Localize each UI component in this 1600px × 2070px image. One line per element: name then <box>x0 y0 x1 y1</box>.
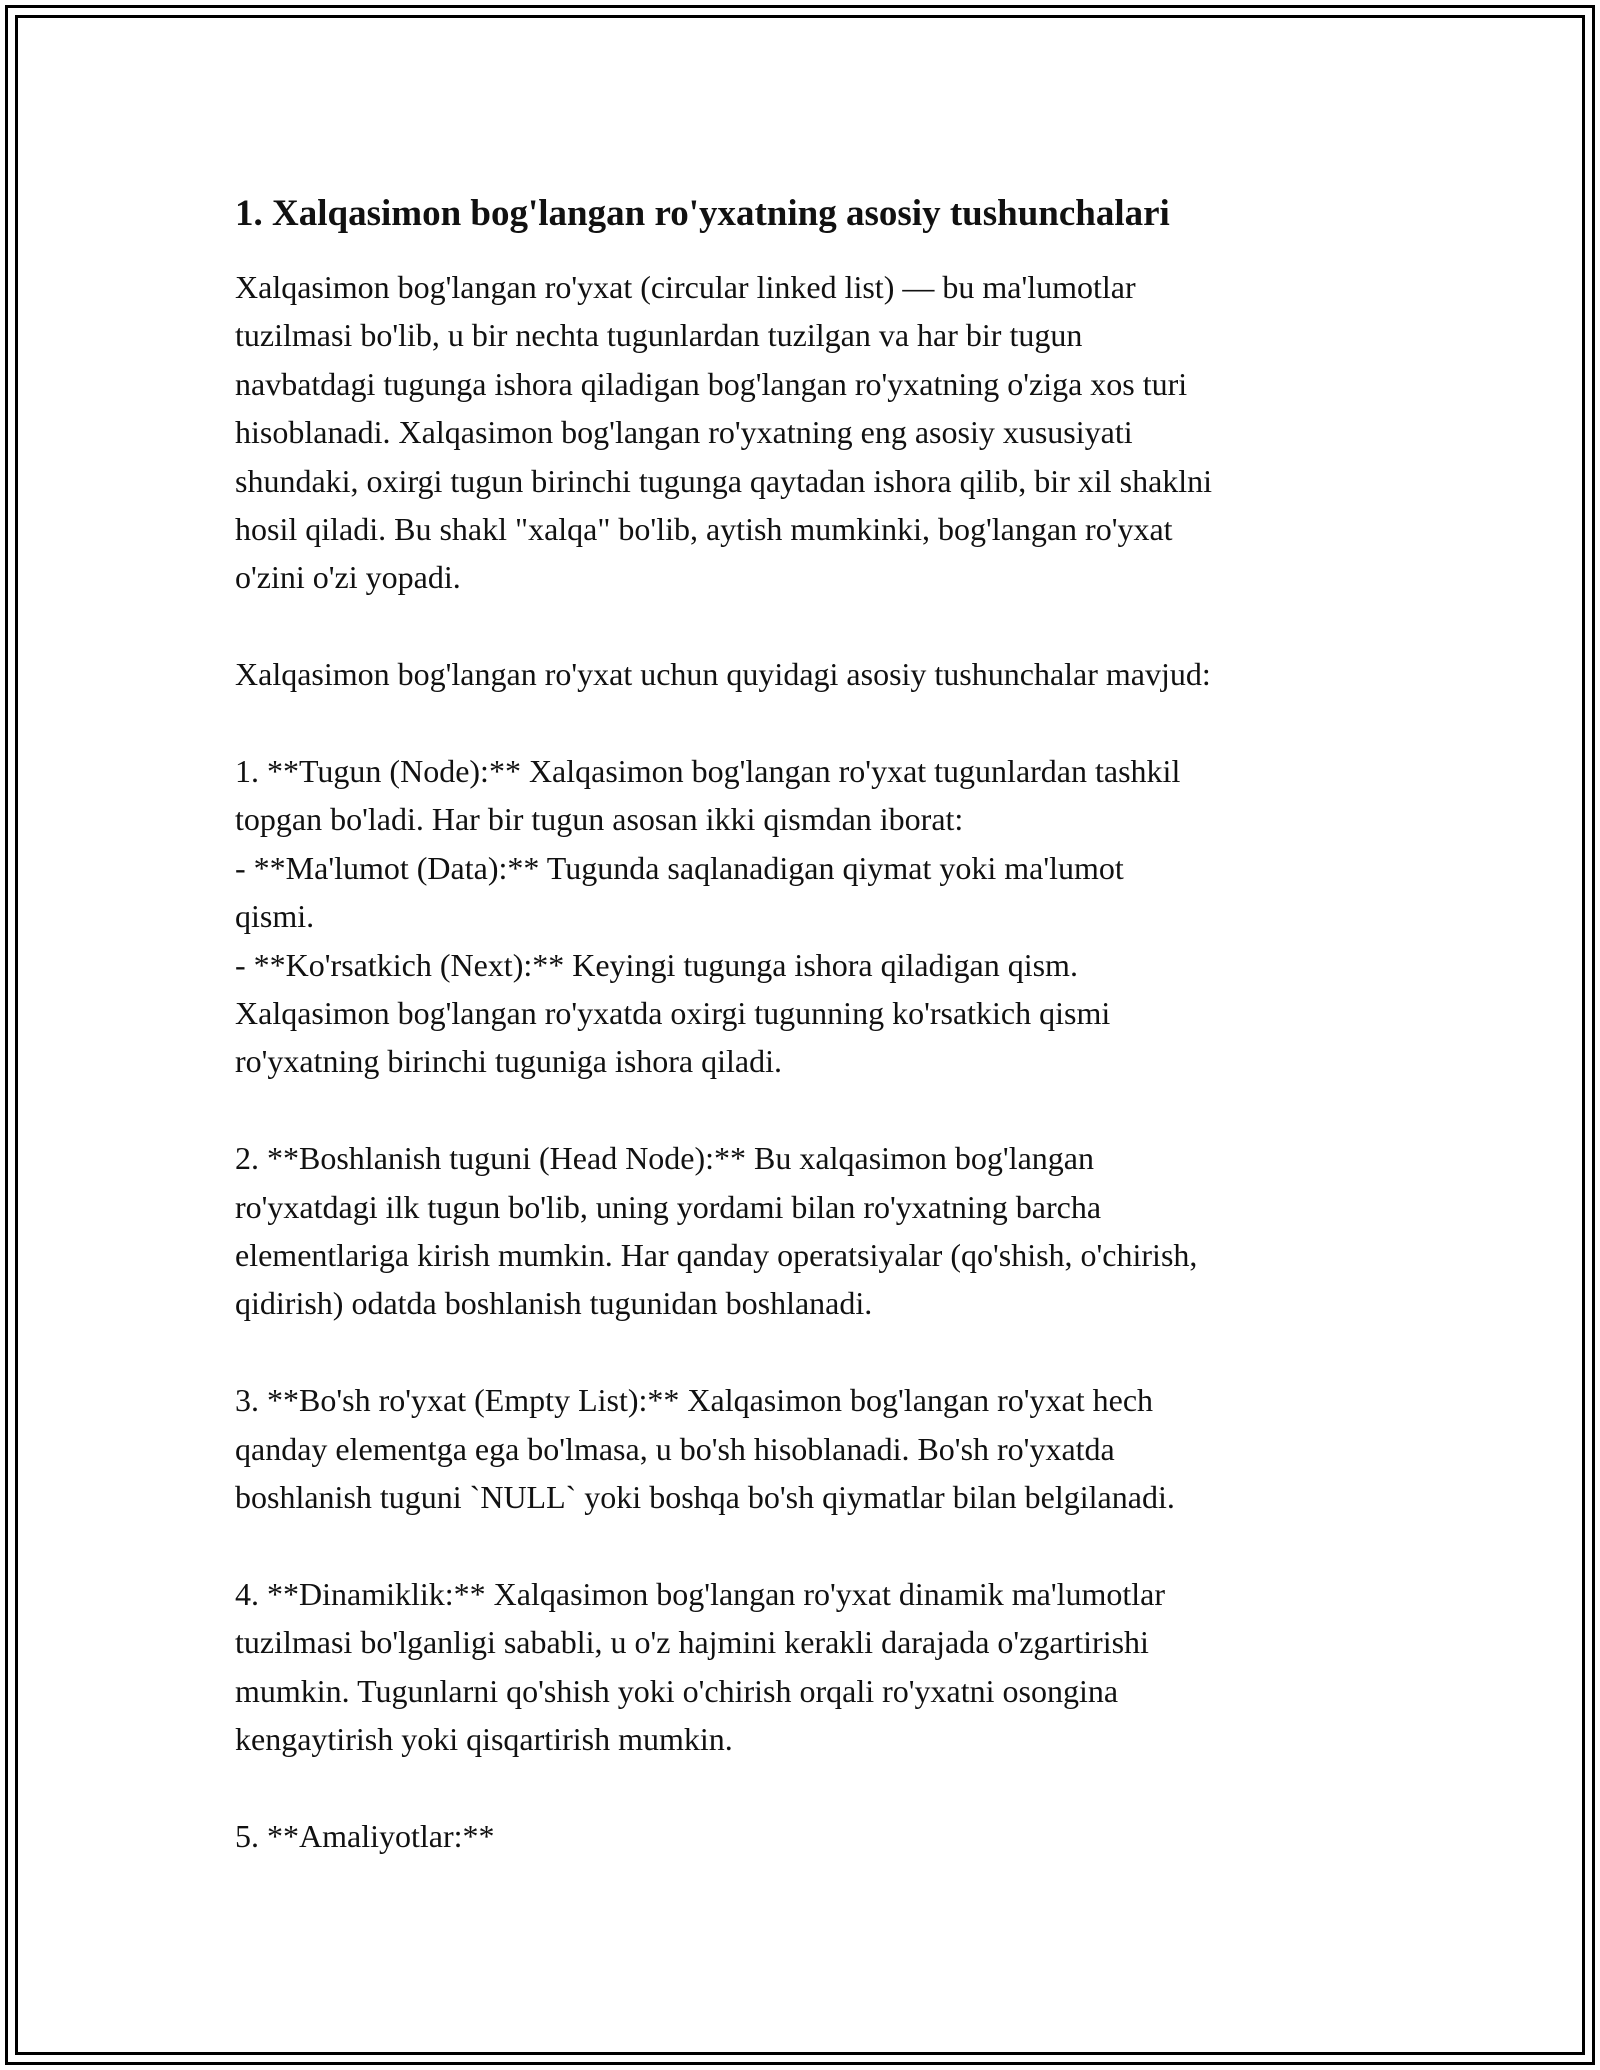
intro-paragraph: Xalqasimon bog'langan ro'yxat (circular linked list) — bu ma'lumotlar tuzilmasi bo'lib, u bir nechta tugunlardan tuzilgan va har bir tugun navbatdagi tugunga ishora qiladigan bog'langan ro'yxatning o'ziga xos turi hisoblanadi. Xalqasimon bog'langan ro'yxatning eng asosiy xususiyati shundaki, oxirgi tugun birinchi tugunga qaytadan ishora qilib, bir xil shaklni hosil qiladi. Bu shakl "xalqa" bo'lib, aytish mumkinki, bog'langan ro'yxat o'zini o'zi yopadi. <box>235 269 1213 596</box>
concept-operations-paragraph: 5. **Amaliyotlar:** <box>235 1817 495 1854</box>
concept-head-node-paragraph: 2. **Boshlanish tuguni (Head Node):** Bu xalqasimon bog'langan ro'yxatdagi ilk tugun bo'lib, uning yordami bilan ro'yxatning barcha elementlariga kirish mumkin. Har qanday operatsiyalar (qo'shish, o'chirish, qidirish) odatda boshlanish tugunidan boshlanadi. <box>235 1140 1198 1322</box>
concept-empty-list-paragraph: 3. **Bo'sh ro'yxat (Empty List):** Xalqasimon bog'langan ro'yxat hech qanday elementga ega bo'lmasa, u bo'sh hisoblanadi. Bo'sh ro'yxatda boshlanish tuguni `NULL` yoki boshqa bo'sh qiymatlar bilan belgilanadi. <box>235 1382 1175 1516</box>
concept-dynamic-paragraph: 4. **Dinamiklik:** Xalqasimon bog'langan ro'yxat dinamik ma'lumotlar tuzilmasi bo'lganligi sababli, u o'z hajmini kerakli darajada o'zgartirishi mumkin. Tugunlarni qo'shish yoki o'chirish orqali ro'yxatni osongina kengaytirish yoki qisqartirish mumkin. <box>235 1575 1166 1758</box>
section-heading: 1. Xalqasimon bog'langan ro'yxatning asosiy tushunchalari <box>235 193 1170 234</box>
concepts-intro-paragraph: Xalqasimon bog'langan ro'yxat uchun quyidagi asosiy tushunchalar mavjud: <box>235 656 1211 693</box>
document-body <box>235 190 1365 1860</box>
concept-node-paragraph: 1. **Tugun (Node):** Xalqasimon bog'langan ro'yxat tugunlardan tashkil topgan bo'ladi. Har bir tugun asosan ikki qismdan iborat: - **Ma'lumot (Data):** Tugunda saqlanadigan qiymat yoki ma'lumot qismi. - **Ko'rsatkich (Next):** Keyingi tugunga ishora qiladigan qism. Xalqasimon bog'langan ro'yxatda oxirgi tugunning ko'rsatkich qismi ro'yxatning birinchi tuguniga ishora qiladi. <box>235 753 1181 1080</box>
